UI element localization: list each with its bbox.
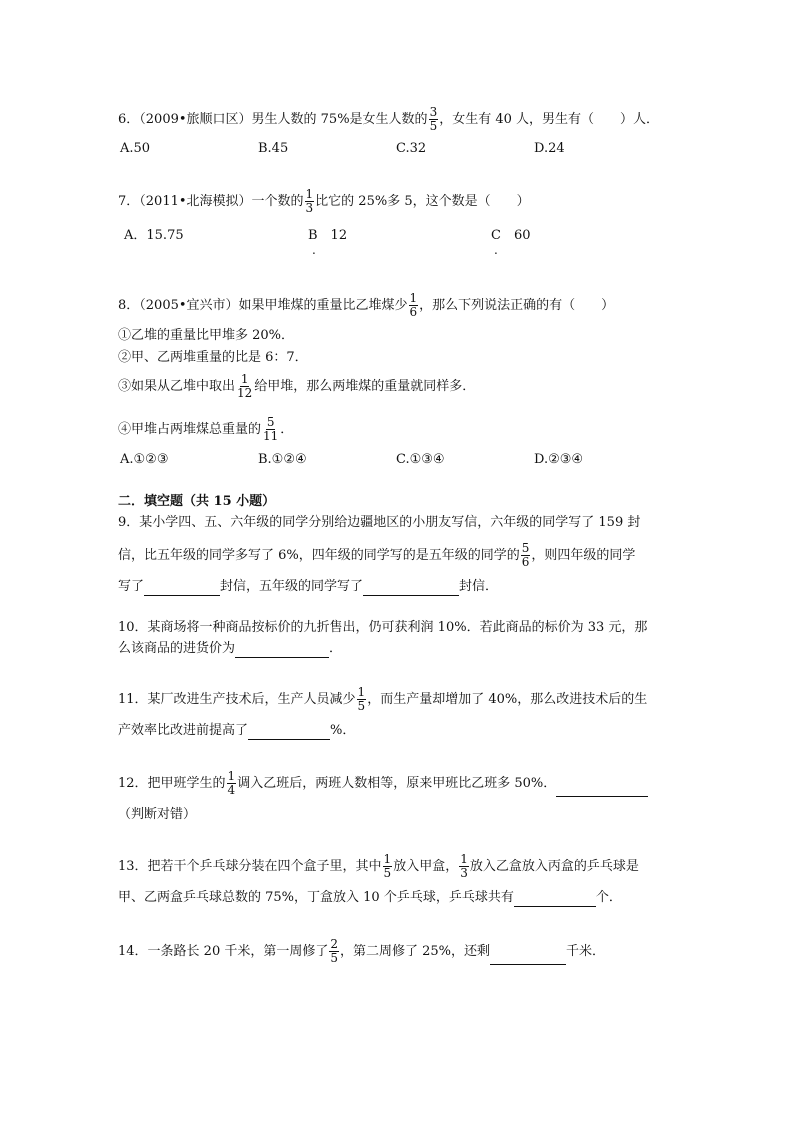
option-b: B 12 bbox=[308, 228, 348, 243]
fraction: $\frac{2}{5}$ bbox=[330, 937, 338, 965]
question-11-line1: 11．某厂改进生产技术后，生产人员减少 $\frac{1}{5}$ ，而生产量却增加了 40%，那么改进技术后的生 bbox=[118, 685, 648, 713]
question-6: 6．（2009•旅顺口区）男生人数的 75%是女生人数的 $\frac{3}{5}$ ，女生有 40 人，男生有（ ）人． bbox=[118, 105, 660, 133]
fraction: $\frac{1}{3}$ bbox=[460, 852, 468, 880]
statement-1: ①乙堆的重量比甲堆多 20%． bbox=[118, 328, 295, 343]
answer-blank[interactable] bbox=[514, 892, 596, 907]
option-d: D.24 bbox=[534, 141, 565, 156]
option-dot: . bbox=[312, 243, 316, 257]
option-a: A．15.75 bbox=[124, 228, 184, 243]
question-9-line3: 写了 封信，五年级的同学写了 封信． bbox=[118, 579, 499, 594]
option-c: C.①③④ bbox=[396, 452, 445, 467]
question-11-line2: 产效率比改进前提高了 %． bbox=[118, 723, 356, 738]
question-14: 14．一条路长 20 千米，第一周修了 $\frac{2}{5}$ ，第二周修了 25%，还剩 千米． bbox=[118, 937, 606, 965]
statement-3: ③如果从乙堆中取出 $\frac{1}{12}$ 给甲堆，那么两堆煤的重量就同样多． bbox=[118, 372, 476, 400]
fraction: $\frac{1}{4}$ bbox=[227, 769, 236, 797]
statement-2: ②甲、乙两堆重量的比是 6：7． bbox=[118, 350, 308, 365]
option-a: A.①②③ bbox=[120, 452, 169, 467]
question-9-line1: 9．某小学四、五、六年级的同学分别给边疆地区的小朋友写信，六年级的同学写了 159 封 bbox=[118, 515, 641, 530]
section-heading: 二．填空题（共 15 小题） bbox=[118, 494, 276, 509]
question-8: 8．（2005•宜兴市）如果甲堆煤的重量比乙堆煤少 $\frac{1}{6}$ ，那么下列说法正确的有（ ） bbox=[118, 291, 615, 319]
question-10-line1: 10．某商场将一种商品按标价的九折售出，仍可获利润 10%．若此商品的标价为 33 元，那 bbox=[118, 620, 648, 635]
question-7: 7．（2011•北海模拟）一个数的 $\frac{1}{3}$ 比它的 25%多 5，这个数是（ ） bbox=[118, 187, 530, 215]
answer-blank[interactable] bbox=[363, 581, 459, 596]
statement-4: ④甲堆占两堆煤总重量的 $\frac{5}{11}$ ． bbox=[118, 415, 294, 443]
fraction: $\frac{5}{11}$ bbox=[263, 415, 279, 443]
question-12-line2: （判断对错） bbox=[118, 807, 197, 822]
fraction: $\frac{3}{5}$ bbox=[429, 105, 438, 133]
answer-blank[interactable] bbox=[248, 725, 330, 740]
question-13-line1: 13．把若干个乒乓球分装在四个盒子里，其中 $\frac{1}{5}$ 放入甲盒， $\frac{1}{3}$ 放入乙盒放入丙盒的乒乓球是 bbox=[118, 852, 639, 880]
answer-blank[interactable] bbox=[235, 643, 329, 658]
fraction: $\frac{5}{6}$ bbox=[521, 541, 530, 569]
question-12-line1: 12．把甲班学生的 $\frac{1}{4}$ 调入乙班后，两班人数相等，原来甲班比乙班多 50%． bbox=[118, 770, 648, 797]
fraction: $\frac{1}{12}$ bbox=[237, 372, 253, 400]
fraction: $\frac{1}{5}$ bbox=[383, 852, 392, 880]
question-10-line2: 么该商品的进货价为 ． bbox=[118, 641, 343, 656]
fraction: $\frac{1}{5}$ bbox=[357, 685, 366, 713]
option-d: D.②③④ bbox=[534, 452, 584, 467]
answer-blank[interactable] bbox=[144, 581, 220, 596]
question-9-line2: 信，比五年级的同学多写了 6%，四年级的同学写的是五年级的同学的 $\frac{5}{6}$ ，则四年级的同学 bbox=[118, 541, 636, 569]
answer-blank[interactable] bbox=[490, 950, 566, 965]
option-b: B.①②④ bbox=[258, 452, 307, 467]
fraction: $\frac{1}{3}$ bbox=[305, 187, 314, 215]
answer-blank[interactable] bbox=[556, 782, 648, 797]
option-b: B.45 bbox=[258, 141, 289, 156]
option-a: A.50 bbox=[120, 141, 151, 156]
option-dot: . bbox=[494, 243, 498, 257]
option-c: C.32 bbox=[396, 141, 427, 156]
fraction: $\frac{1}{6}$ bbox=[409, 291, 418, 319]
option-c: C 60 bbox=[491, 228, 531, 243]
question-13-line2: 甲、乙两盒乒乓球总数的 75%，丁盒放入 10 个乒乓球，乒乓球共有 个． bbox=[118, 890, 622, 905]
